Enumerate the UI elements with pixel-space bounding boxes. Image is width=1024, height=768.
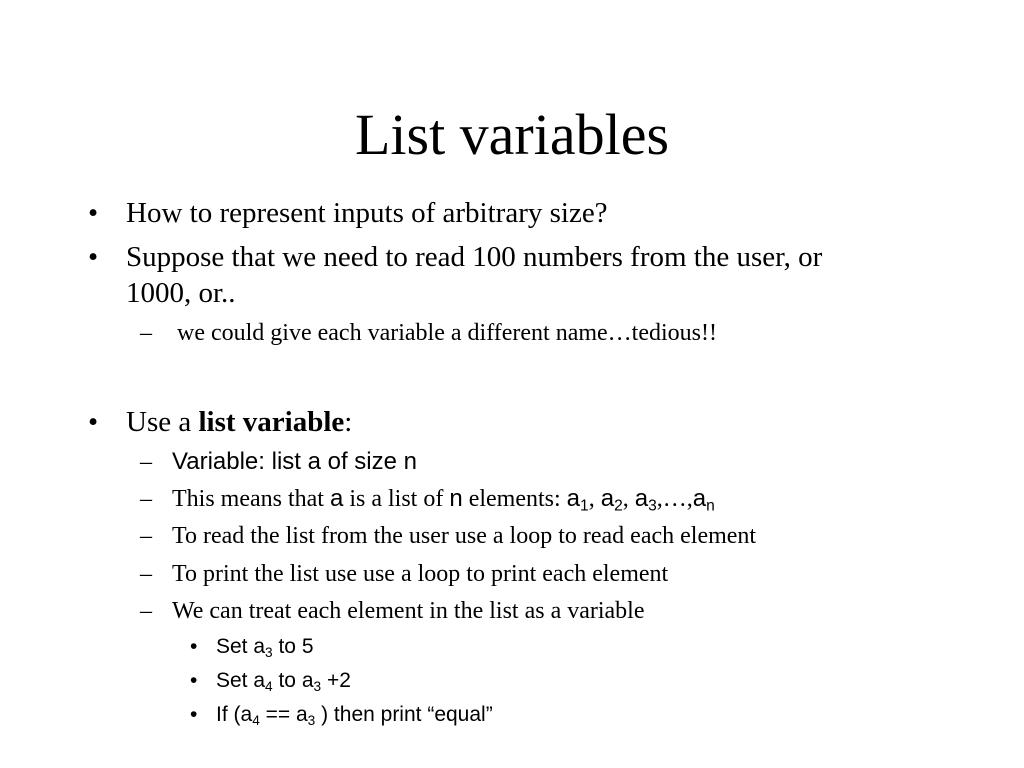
dash-marker: –	[140, 561, 152, 587]
nested-bullet-text: Set $a_4$ to $a_3 +2$	[216, 669, 351, 695]
dash-marker: –	[140, 523, 152, 549]
element-a3: $a_3$	[634, 485, 657, 515]
dash-marker: –	[140, 320, 152, 346]
element-a2: $a_2$	[600, 485, 623, 515]
dash-marker: –	[140, 449, 152, 475]
slide-title: List variables	[354, 102, 670, 167]
text-part: is a list of	[343, 486, 450, 512]
dash-marker: –	[140, 598, 152, 624]
bullet-text	[126, 239, 822, 311]
sub-bullet-text: To read the list from the user use a loop to read each element	[172, 523, 757, 549]
bullet-text-line-1: Suppose that we need to read 100 numbers from the user, or	[126, 241, 823, 273]
separator: ,	[588, 486, 601, 512]
bullet-marker: •	[88, 197, 99, 229]
bullet-marker: •	[190, 635, 198, 658]
bullet-text-line-2: 1000, or..	[126, 277, 236, 309]
var-a: a	[329, 485, 344, 512]
text-part: elements:	[462, 486, 567, 512]
element-a1: $a_1$	[566, 485, 589, 515]
bullet-text: How to represent inputs of arbitrary size?	[126, 197, 608, 229]
separator: ,…,	[656, 486, 693, 512]
nested-bullet-text: If ($a_4 == a_3$ ) then print “equal”	[216, 703, 493, 729]
bullet-marker: •	[190, 703, 198, 726]
text-part: This means that	[172, 486, 330, 512]
bullet-marker: •	[190, 669, 198, 692]
text-prefix: Use a	[126, 406, 199, 438]
sub-bullet-text: To print the list use use a loop to print each element	[172, 561, 669, 587]
sub-bullet-text: We can treat each element in the list as a variable	[172, 598, 645, 624]
text-suffix: :	[344, 406, 353, 438]
sub-bullet-text: we could give each variable a different name…tedious!!	[177, 320, 717, 346]
bullet-text	[126, 404, 352, 440]
sub-bullet-text	[172, 484, 715, 514]
element-an: $a_n$	[692, 485, 715, 515]
dash-marker: –	[140, 486, 152, 512]
bullet-marker: •	[88, 241, 99, 273]
var-n: n	[449, 485, 463, 512]
separator: ,	[622, 486, 635, 512]
bullet-marker: •	[88, 406, 99, 438]
bold-term: list variable	[198, 406, 345, 438]
nested-bullet-text: Set $a_3$ to 5	[216, 635, 314, 661]
sub-bullet-text: Variable: list a of size n	[172, 448, 418, 475]
